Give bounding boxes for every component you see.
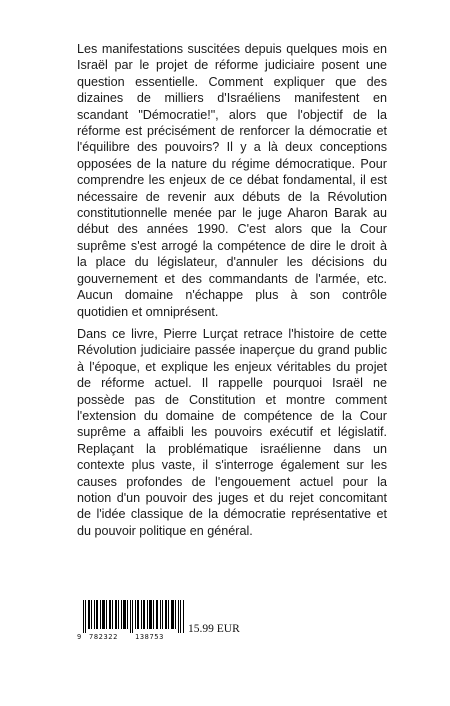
isbn-group-1: 782322 bbox=[89, 633, 118, 641]
barcode-icon bbox=[83, 600, 185, 633]
isbn-lead-digit: 9 bbox=[77, 633, 82, 641]
blurb-paragraph-1: Les manifestations suscitées depuis quelques mois en Israël par le projet de réforme judiciaire posent une question essentielle. Comment expliquer que des dizaines de milliers d'Israéliens manifestent en scandant "Démocratie!", alors que l'objectif de la réforme est précisément de renforcer la démocratie et l'équilibre des pouvoirs? Il y a là deux conceptions opposées de la nature du régime démocratique. Pour comprendre les enjeux de ce débat fondamental, il est nécessaire de revenir aux débuts de la Révolution constitutionnelle menée par le juge Aharon Barak au début des années 1990. C'est alors que la Cour suprême s'est arrogé la compétence de dire le droit à la place du législateur, d'annuler les décisions du gouvernement et des commandants de l'armée, etc. Aucun domaine n'échappe plus à son contrôle quotidien et omniprésent. bbox=[77, 42, 387, 319]
price-label: 15.99 EUR bbox=[188, 623, 240, 635]
blurb-paragraph-2: Dans ce livre, Pierre Lurçat retrace l'histoire de cette Révolution judiciaire passée inaperçue du grand public à l'époque, et explique les enjeux véritables du projet de réforme actuel. Il rappelle pourquoi Israël ne possède pas de Constitution et montre comment l'extension du domaine de compétence de la Cour suprême a affaibli les pouvoirs exécutif et législatif. Replaçant la problématique israélienne dans un contexte plus vaste, il s'interroge également sur les causes profondes de l'engouement actuel pour la notion d'un pouvoir des juges et du rejet concomitant de l'idée classique de la démocratie représentative et du pouvoir politique en général. bbox=[77, 327, 387, 538]
isbn-group-2: 138753 bbox=[135, 633, 164, 641]
isbn-barcode bbox=[77, 600, 187, 640]
